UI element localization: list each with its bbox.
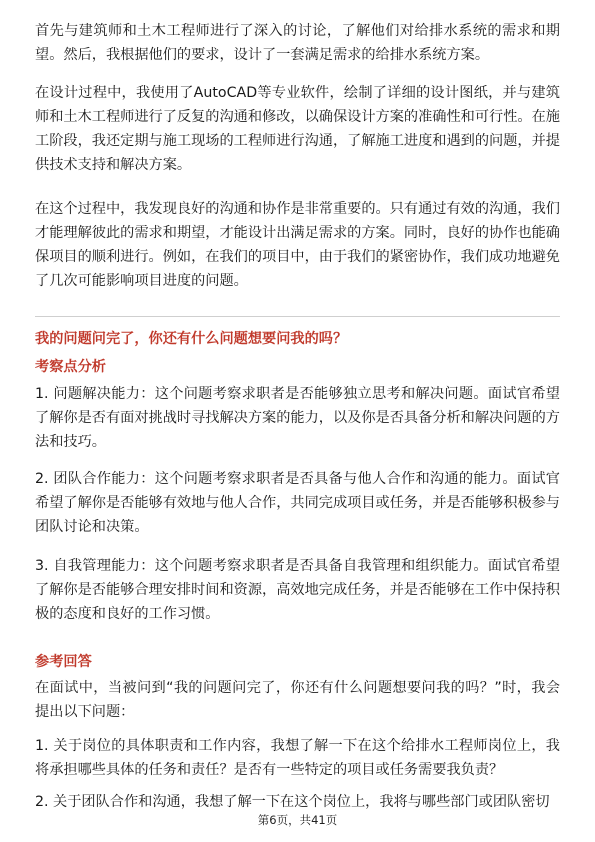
answer-text: 1. 关于岗位的具体职责和工作内容，我想了解一下在这个给排水工程师岗位上，我将承担哪些具体的任务和责任？是否有一些特定的项目或任务需要我负责？ [35, 738, 560, 778]
answer-paragraph-2 [35, 734, 560, 782]
answer-heading: 参考回答 [35, 654, 92, 670]
intro-paragraph-2 [35, 81, 560, 177]
answer-paragraph-1 [35, 676, 560, 724]
intro-paragraph-3 [35, 197, 560, 293]
analysis-item-3 [35, 554, 560, 626]
analysis-item-2 [35, 467, 560, 539]
question-title: 我的问题问完了，你还有什么问题想要问我的吗？ [35, 331, 348, 347]
page-number: 第6页，共41页 [257, 813, 338, 827]
paragraph-text: 在这个过程中，我发现良好的沟通和协作是非常重要的。只有通过有效的沟通，我们才能理解彼此的需求和期望，才能设计出满足需求的方案。同时，良好的协作也能确保项目的顺利进行。例如，在我们的项目中，由于我们的紧密协作，我们成功地避免了几次可能影响项目进度的问题。 [35, 201, 560, 289]
answer-paragraph-3 [35, 790, 560, 814]
paragraph-text: 在设计过程中，我使用了AutoCAD等专业软件，绘制了详细的设计图纸，并与建筑师和土木工程师进行了反复的沟通和修改，以确保设计方案的准确性和可行性。在施工阶段，我还定期与施工现场的工程师进行沟通，了解施工进度和遇到的问题，并提供技术支持和解决方案。 [35, 85, 560, 173]
analysis-item-text: 3. 自我管理能力：这个问题考察求职者是否具备自我管理和组织能力。面试官希望了解你是否能够合理安排时间和资源，高效地完成任务，并是否能够在工作中保持积极的态度和良好的工作习惯。 [35, 558, 560, 622]
analysis-item-1 [35, 382, 560, 454]
section-divider [35, 316, 560, 317]
paragraph-text: 首先与建筑师和土木工程师进行了深入的讨论，了解他们对给排水系统的需求和期望。然后，我根据他们的要求，设计了一套满足需求的给排水系统方案。 [35, 23, 560, 63]
analysis-heading: 考察点分析 [35, 359, 106, 375]
intro-paragraph-1 [35, 19, 560, 67]
answer-text: 2. 关于团队合作和沟通，我想了解一下在这个岗位上，我将与哪些部门或团队密切 [35, 794, 550, 810]
answer-text: 在面试中，当被问到“我的问题问完了，你还有什么问题想要问我的吗？”时，我会提出以下问题： [35, 680, 560, 720]
analysis-item-text: 2. 团队合作能力：这个问题考察求职者是否具备与他人合作和沟通的能力。面试官希望了解你是否能够有效地与他人合作，共同完成项目或任务，并是否能够积极参与团队讨论和决策。 [35, 471, 560, 535]
analysis-item-text: 1. 问题解决能力：这个问题考察求职者是否能够独立思考和解决问题。面试官希望了解你是否有面对挑战时寻找解决方案的能力，以及你是否具备分析和解决问题的方法和技巧。 [35, 386, 560, 450]
